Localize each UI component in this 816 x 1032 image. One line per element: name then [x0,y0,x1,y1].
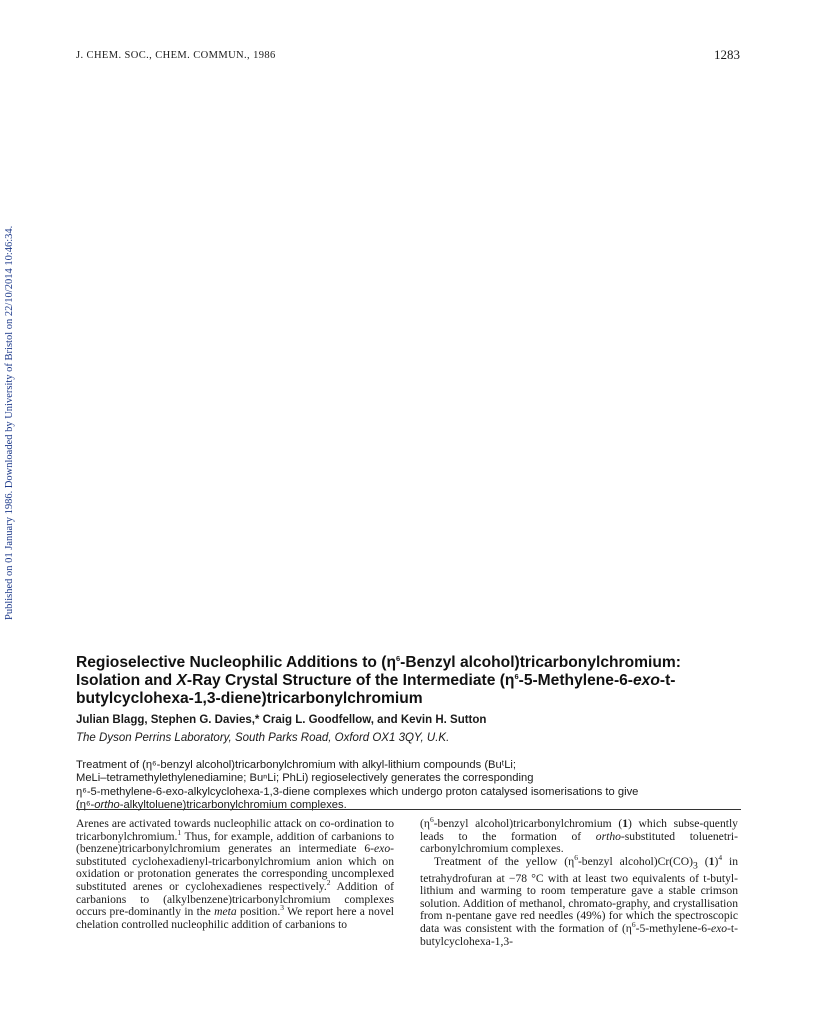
title-text: Isolation and [76,672,177,689]
body-italic: exo [374,842,391,856]
superscript: 6 [631,920,636,930]
affiliation: The Dyson Perrins Laboratory, South Parks Road, Oxford OX1 3QY, U.K. [76,732,450,744]
page-number: 1283 [714,47,740,62]
body-italic: ortho [595,829,621,843]
body-text: in tetrahydrofuran at −78 °C with at least two equivalents of t-butyl-lithium and warming to room temperature gave a stable crimson solution. Addition of methanol, chromato-graphy, and crystallisation from n-pentane gave red needles (49%) for which the spectroscopic data was consistent with the formation of (η [420,854,738,936]
body-italic: exo [710,922,728,936]
body-text: ) [714,854,719,868]
compound-number: 1 [708,854,715,868]
abstract-line: (η⁶- [76,798,95,811]
abstract [76,759,756,812]
abstract-line: MeLi–tetramethylethylenediamine; BuⁿLi; PhLi) regioselectively generates the corresponding [76,772,534,785]
abstract-line: η⁶-5-methylene-6-exo-alkylcyclohexa-1,3-diene complexes which undergo proton catalysed isomerisations to give [76,785,639,798]
body-text: -substituted cyclohexadienyl-tricarbonylchromium anion which on oxidation or protonation generates the corresponding uncomplexed substituted arenes or cyclohexadienes respectively. [76,842,394,893]
body-column-left [76,818,394,931]
title-text: butylcyclohexa-1,3-diene)tricarbonylchromium [76,690,423,707]
title-text: Regioselective Nucleophilic Additions to (η [76,654,396,671]
body-text: ) which subse-quently leads to the formation of [420,817,738,843]
body-text: (η [420,817,430,830]
body-paragraph [420,852,738,948]
body-text: position. [236,905,281,919]
subscript: 3 [693,860,698,872]
title-text: -5-Methylene-6- [518,672,633,689]
reference-mark: 2 [326,878,331,888]
body-text: We report here a novel chelation controlled nucleophilic addition of carbanions to [76,905,394,931]
body-text: Thus, for example, addition of carbanions to (benzene)tricarbonylchromium generates an intermediate 6- [76,829,394,856]
download-stamp [4,225,16,620]
running-header: J. CHEM. SOC., CHEM. COMMUN., 1986 [76,50,276,61]
title-text: -Benzyl alcohol)tricarbonylchromium: [400,654,681,671]
title-italic: X [176,672,187,689]
reference-mark: 1 [177,827,182,837]
author-list: Julian Blagg, Stephen G. Davies,* Craig L. Goodfellow, and Kevin H. Sutton [76,714,487,726]
title-text: -Ray Crystal Structure of the Intermediate (η [186,672,515,689]
abstract-line: -alkyltoluene)tricarbonylchromium complexes. [119,798,347,811]
abstract-line: Treatment of (η⁶-benzyl alcohol)tricarbonylchromium with alkyl-lithium compounds (BuᵗLi; [76,759,517,771]
reference-mark: 3 [280,903,284,913]
title-superscript: 6 [514,671,519,681]
body-text: ( [697,854,709,868]
body-paragraph [76,818,394,931]
abstract-italic: ortho [94,798,120,811]
body-paragraph [420,815,738,856]
body-text: -5-methylene-6- [635,922,711,936]
body-text: -benzyl alcohol)tricarbonylchromium ( [433,817,623,830]
compound-number: 1 [622,817,628,830]
download-stamp-text: Published on 01 January 1986. Downloaded by University of Bristol on 22/10/2014 10:46:34. [4,225,15,620]
article-title [76,654,756,708]
title-italic: exo [633,672,660,689]
body-text: Treatment of the yellow (η [434,854,575,868]
abstract-divider [76,809,741,810]
body-italic: meta [214,905,237,919]
title-superscript: 6 [396,653,401,663]
body-text: -substituted toluenetri-carbonylchromium complexes. [420,829,738,856]
body-text: -t-butylcyclohexa-1,3- [420,922,738,948]
title-text: -t- [659,672,676,689]
body-text: -benzyl alcohol)Cr(CO) [577,854,694,868]
body-column-right [420,815,738,948]
body-text: Arenes are activated towards nucleophilic attack on co-ordination to tricarbonylchromium. [76,817,394,843]
superscript: 6 [429,815,434,825]
body-text: Addition of carbanions to (alkylbenzene)tricarbonylchromium complexes occurs pre-dominantly in the [76,879,394,919]
superscript: 6 [574,852,578,862]
reference-mark: 4 [718,852,723,862]
